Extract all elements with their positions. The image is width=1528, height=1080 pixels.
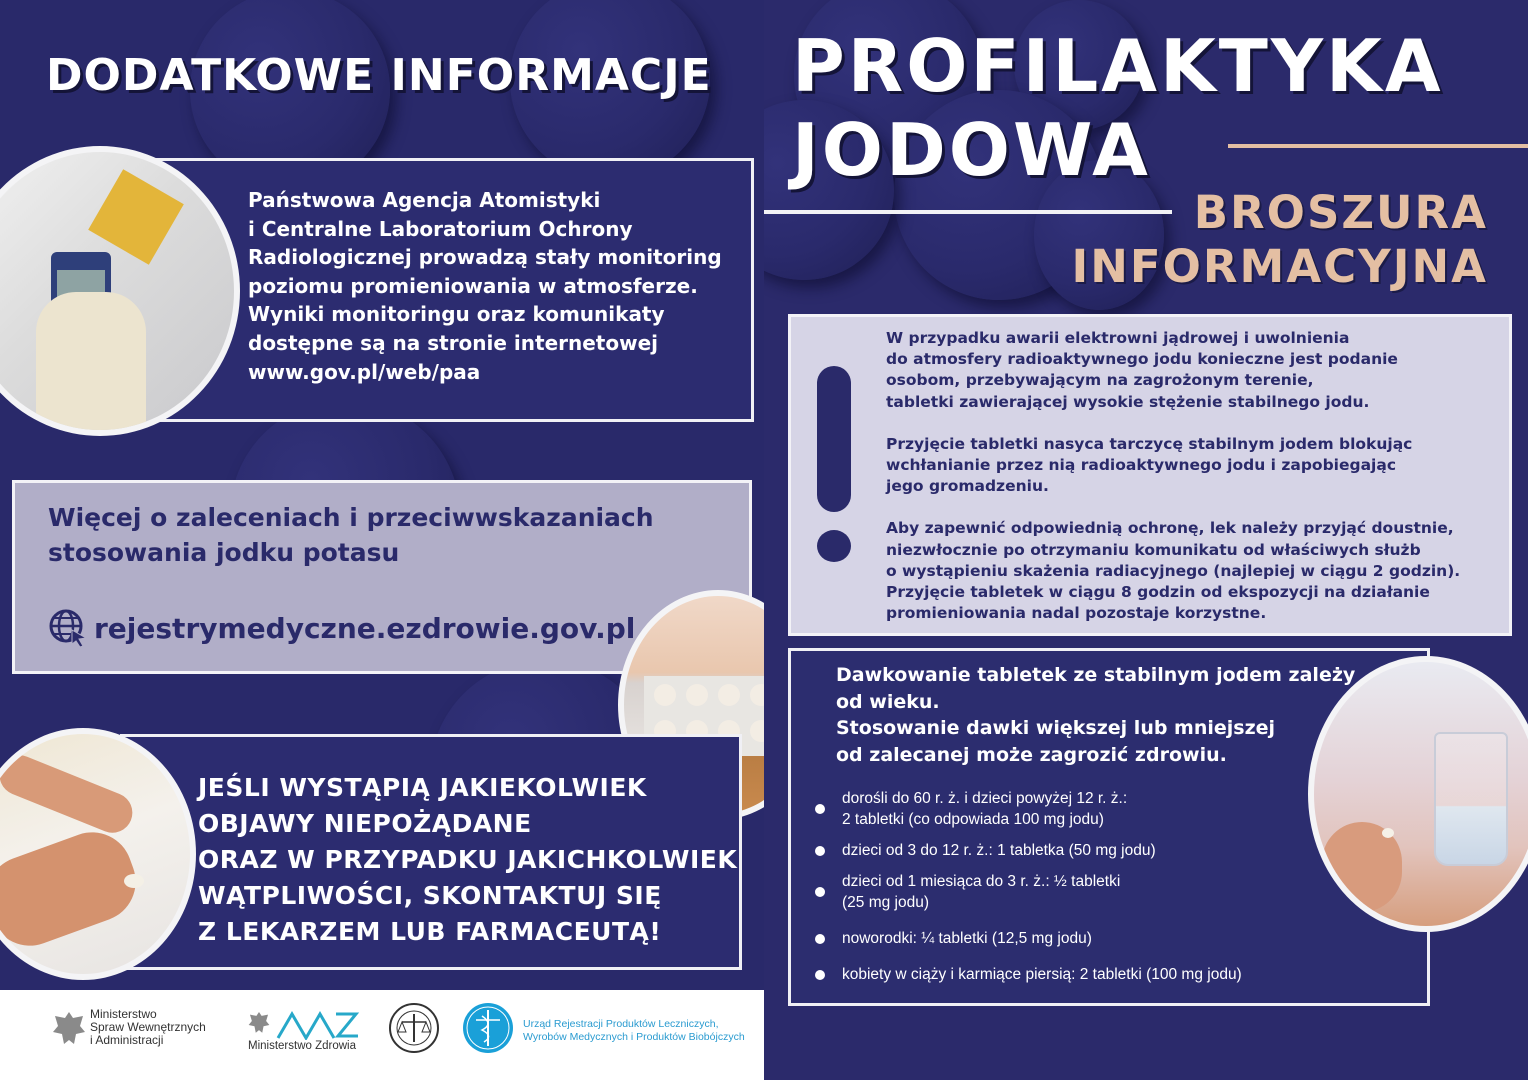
- polish-eagle-icon: [248, 1010, 270, 1036]
- bullet-icon: [815, 934, 825, 944]
- dosage-item: dzieci od 1 miesiąca do 3 r. ż.: ½ tabletki (25 mg jodu): [812, 871, 1312, 913]
- dosage-item: kobiety w ciąży i karmiące piersią: 2 tabletki (100 mg jodu): [812, 964, 1312, 985]
- bullet-icon: [815, 846, 825, 856]
- footer-logos: [0, 990, 764, 1080]
- tablet: [124, 874, 144, 888]
- mz-logo-text: Ministerstwo Zdrowia: [248, 1040, 356, 1052]
- exclamation-icon: [812, 362, 856, 566]
- bullet-icon: [815, 804, 825, 814]
- dosage-list: [812, 788, 1312, 985]
- page-title-left: DODATKOWE INFORMACJE: [46, 50, 712, 101]
- mswia-logo-text: Ministerstwo Spraw Wewnętrznych i Administracji: [90, 1007, 206, 1047]
- urpl-logo-text: Urząd Rejestracji Produktów Leczniczych, Wyrobów Medycznych i Produktów Biobójczych: [523, 1018, 745, 1043]
- tablet-and-water-photo: [1308, 656, 1528, 932]
- globe-cursor-icon: [48, 608, 88, 648]
- registry-link[interactable]: rejestrymedyczne.ezdrowie.gov.pl: [94, 611, 636, 645]
- alert-text: W przypadku awarii elektrowni jądrowej i uwolnienia do atmosfery radioaktywnego jodu konieczne jest podanie osobom, przebywającym na zagrożonym terenie, tabletki zawierającej wysokie stężenie stabilnego jodu. Przyjęcie tabletki nasyca tarczycę stabilnym jodem blokując wchłanianie przez nią radioaktywnego jodu i zapobiegając jego gromadzeniu. Aby zapewnić odpowiednią ochronę, lek należy przyjąć doustnie, niezwłocznie po otrzymaniu komunikatu od właściwych służb o wystąpieniu skażenia radiacyjnego (najlepiej w ciągu 2 godzin). Przyjęcie tabletek w ciągu 8 godzin od ekspozycji na działanie promieniowania nadal pozostaje korzystne.: [886, 329, 1461, 623]
- urpl-logo-icon: [462, 1002, 514, 1054]
- dosage-heading: Dawkowanie tabletek ze stabilnym jodem zależy od wieku. Stosowanie dawki większej lub mniejszej od zalecanej może zagrozić zdrowiu.: [836, 664, 1356, 766]
- bullet-icon: [815, 887, 825, 897]
- paa-website-link[interactable]: www.gov.pl/web/paa: [248, 359, 481, 384]
- bullet-icon: [815, 970, 825, 980]
- mz-logo-icon: [276, 1010, 360, 1040]
- gloved-hand: [36, 292, 146, 436]
- dosage-item: dorośli do 60 r. ż. i dzieci powyżej 12 r. ż.: 2 tabletki (co odpowiada 100 mg jodu): [812, 788, 1312, 830]
- main-title: PROFILAKTYKA JODOWA: [792, 24, 1444, 192]
- thumb: [0, 821, 147, 957]
- more-info-heading: Więcej o zaleceniach i przeciwwskazaniach stosowania jodku potasu: [48, 503, 654, 567]
- tablet: [1382, 828, 1394, 838]
- subtitle: BROSZURA INFORMACYJNA: [1071, 186, 1488, 293]
- registry-link-row[interactable]: [48, 608, 635, 648]
- radiation-sign-icon: [88, 169, 184, 265]
- finger: [0, 749, 138, 839]
- dosage-item: dzieci od 3 do 12 r. ż.: 1 tabletka (50 mg jodu): [812, 840, 1312, 861]
- right-page: [764, 0, 1528, 1080]
- water-glass: [1434, 732, 1508, 866]
- dosage-item: noworodki: ¼ tabletki (12,5 mg jodu): [812, 928, 1312, 949]
- peach-divider: [1228, 144, 1528, 148]
- warning-text: JEŚLI WYSTĄPIĄ JAKIEKOLWIEK OBJAWY NIEPOŻĄDANE ORAZ W PRZYPADKU JAKICHKOLWIEK WĄTPLIWOŚCI, SKONTAKTUJ SIĘ Z LEKARZEM LUB FARMACEUTĄ!: [198, 773, 738, 946]
- pharmacy-chamber-seal-icon: [388, 1002, 440, 1054]
- paa-info-text: Państwowa Agencja Atomistyki i Centralne Laboratorium Ochrony Radiologicznej prowadzą stały monitoring poziomu promieniowania w atmosferze. Wyniki monitoringu oraz komunikaty dostępne są na stronie internetowej www.gov.pl/web/paa: [248, 186, 722, 386]
- polish-eagle-icon: [52, 1010, 86, 1048]
